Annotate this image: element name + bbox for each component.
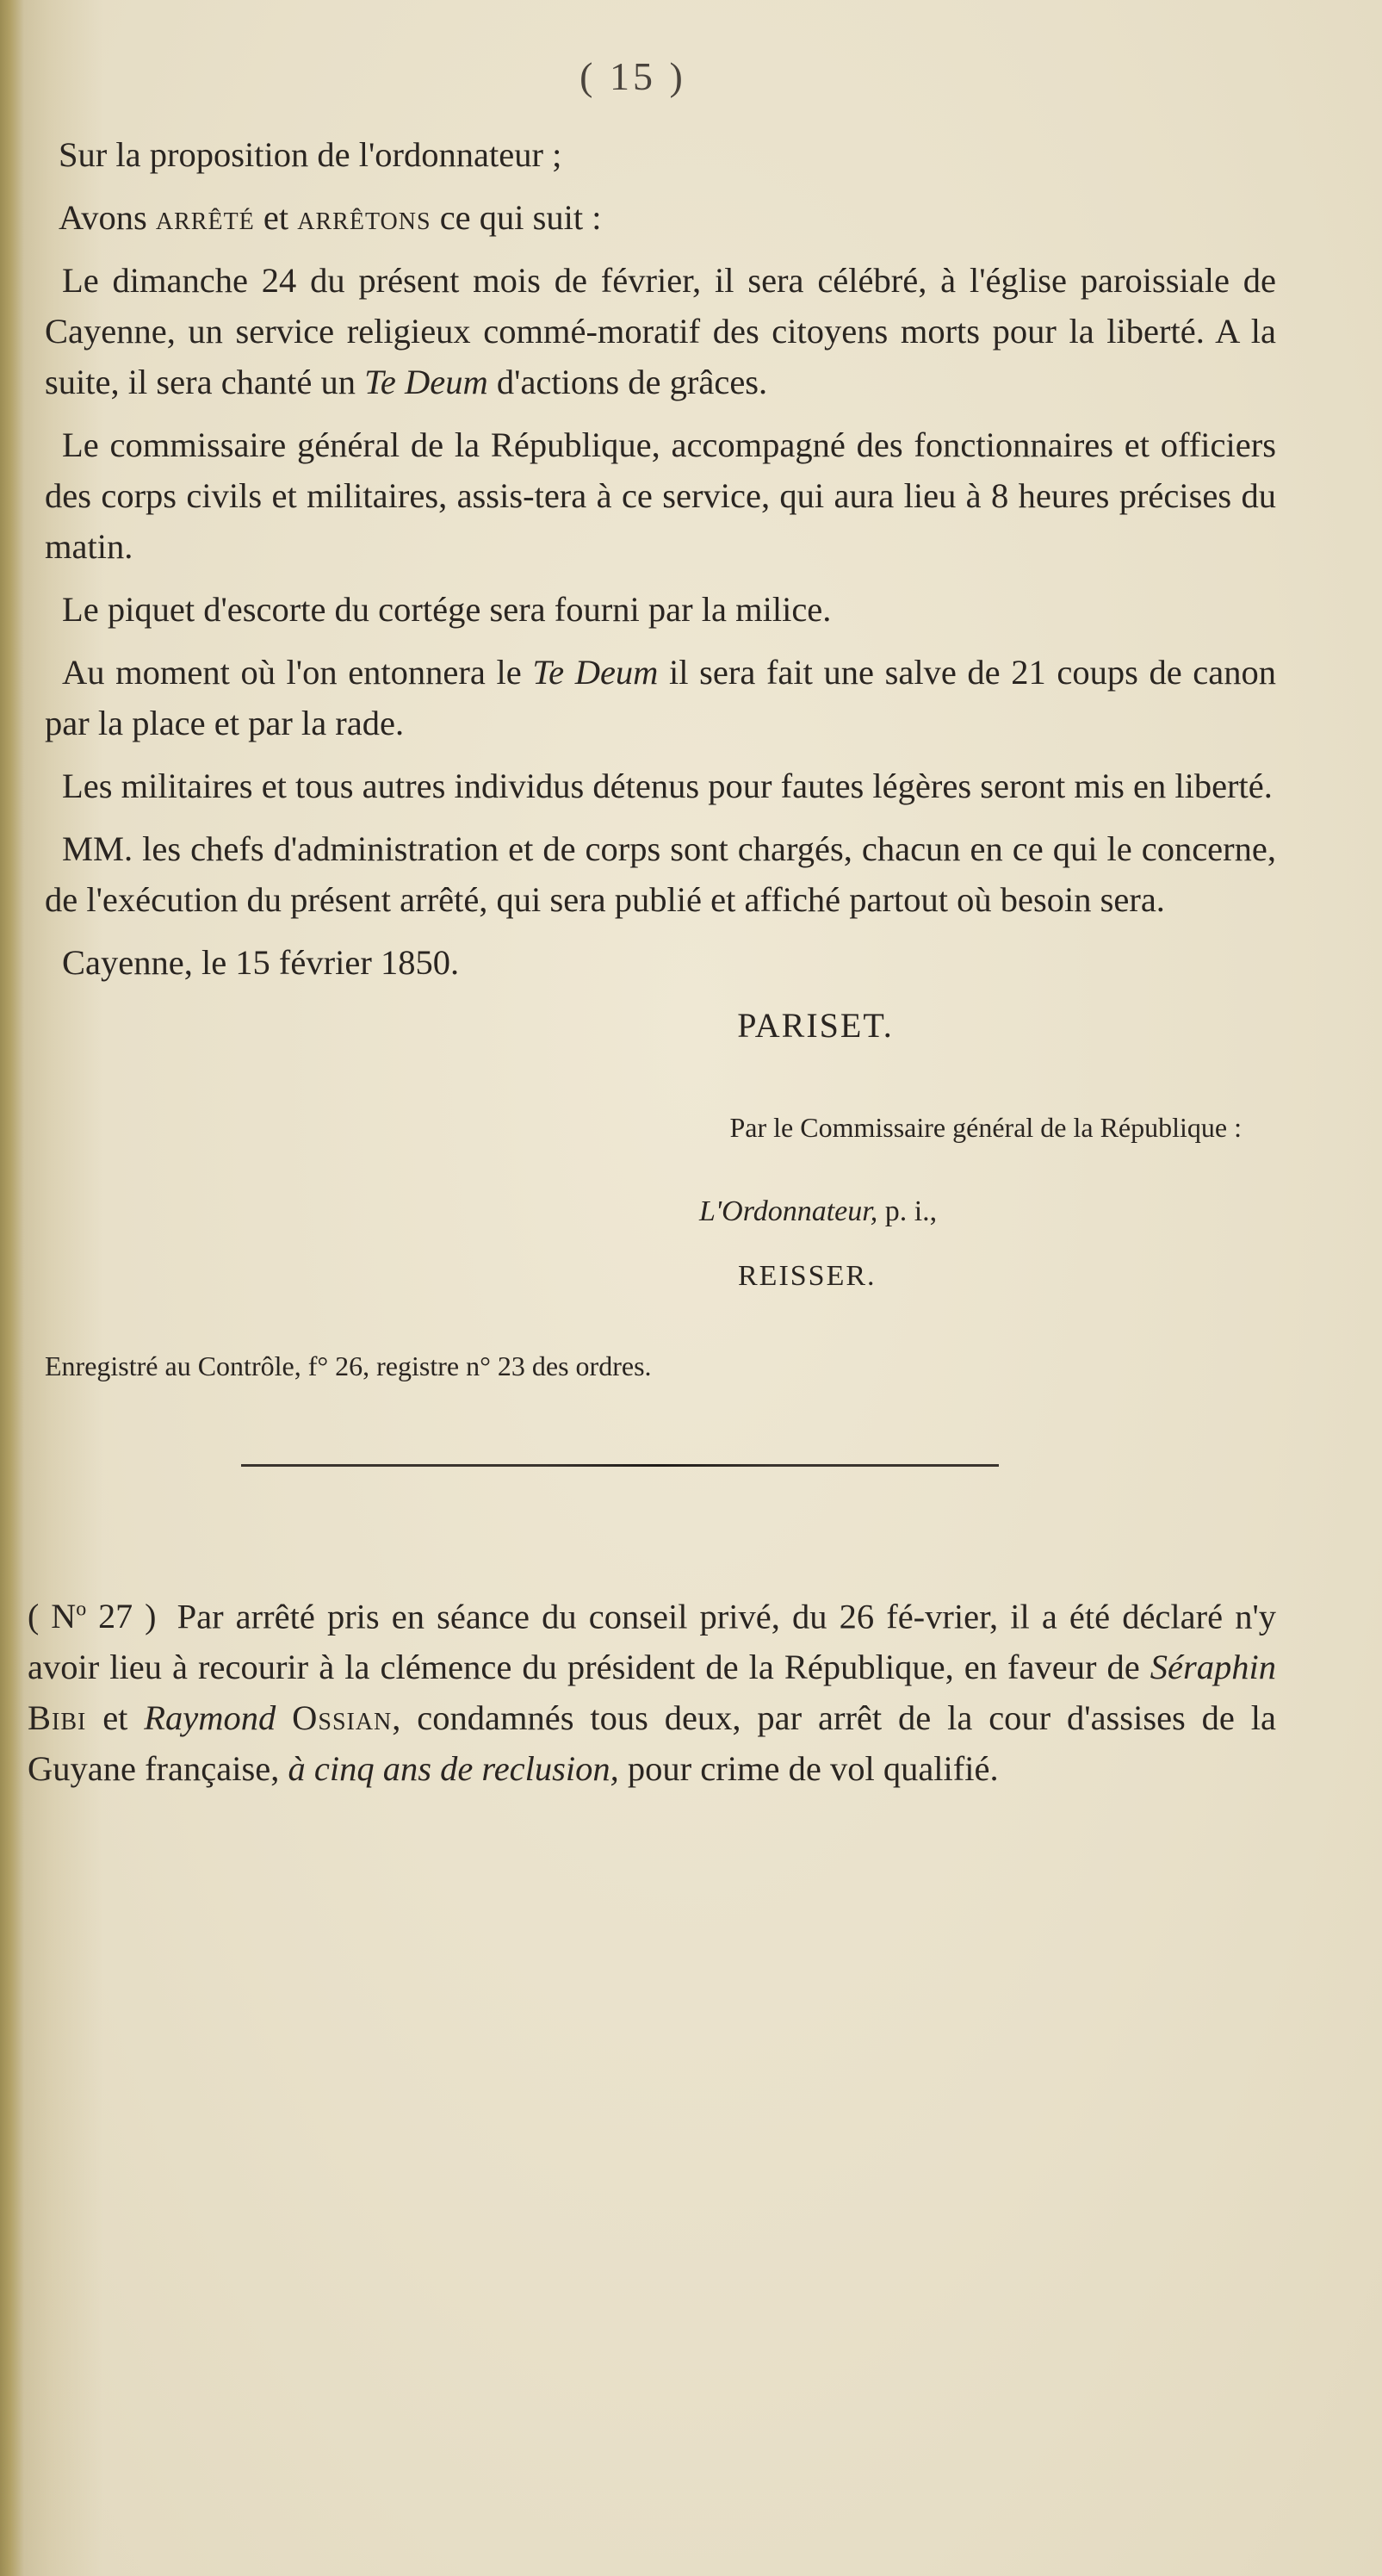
paragraph-proposition bbox=[45, 129, 1276, 180]
signature-par-commissaire: Par le Commissaire général de la République : bbox=[729, 1112, 1242, 1143]
paragraph-service-religieux bbox=[45, 255, 1276, 407]
text-arrete: arrêté bbox=[155, 198, 255, 237]
text-et: et bbox=[263, 198, 289, 237]
text-ce-qui-suit: ce qui suit : bbox=[439, 198, 602, 237]
page-number: ( 15 ) bbox=[579, 54, 686, 98]
decree-number-open: ( N bbox=[28, 1597, 77, 1636]
paragraph-text: Le commissaire général de la République, accompagné des fonctionnaires et officiers des corps civils et militaires, assis-tera à ce service, qui aura lieu à 8 heures précises du matin. bbox=[45, 425, 1276, 566]
decree-number-close: 27 ) bbox=[98, 1597, 157, 1636]
paragraph-text: Le dimanche 24 du présent mois de février, il sera célébré, à l'église paroissiale de Cayenne, un service religieux commé-moratif des citoyens morts pour la liberté. A la suite, il sera chanté un bbox=[45, 261, 1276, 401]
paragraph-text: Les militaires et tous autres individus détenus pour fautes légères seront mis en liberté. bbox=[62, 767, 1273, 805]
decree-text-3: pour crime de vol qualifié. bbox=[627, 1749, 999, 1789]
name-bibi: Bibi bbox=[28, 1698, 87, 1738]
paragraph-date bbox=[45, 937, 1276, 988]
paragraph-avons-arrete bbox=[45, 192, 1276, 243]
document-body bbox=[28, 129, 1277, 1806]
decree-text: Par arrêté pris en séance du conseil privé, du 26 fé-vrier, il a été déclaré n'y avoir lieu à recourir à la clémence du président de la République, en faveur de bbox=[28, 1597, 1277, 1687]
registration-line: Enregistré au Contrôle, f° 26, registre n° 23 des ordres. bbox=[45, 1350, 652, 1381]
date-line: Cayenne, le 15 février 1850. bbox=[62, 943, 460, 982]
text-te-deum: Te Deum bbox=[364, 363, 488, 401]
decree-27 bbox=[28, 1585, 1276, 1794]
paragraph-salve bbox=[45, 647, 1276, 748]
divider-rule bbox=[241, 1464, 999, 1467]
binding-gutter-shadow bbox=[0, 0, 24, 2576]
text-pi: p. i., bbox=[884, 1195, 938, 1227]
decree-number bbox=[28, 1597, 156, 1636]
decree-text-2: , condamnés tous deux, par arrêt de la cour d'assises de la Guyane française, bbox=[28, 1698, 1276, 1789]
signature-reisser: REISSER. bbox=[738, 1260, 877, 1292]
paragraph-text-end: d'actions de grâces. bbox=[496, 363, 768, 401]
text-arretons: arrêtons bbox=[297, 198, 431, 237]
paragraph-text: MM. les chefs d'administration et de corps sont chargés, chacun en ce qui le concerne, de l'exécution du présent arrêté, qui sera publié et affiché partout où besoin sera. bbox=[45, 829, 1276, 919]
paragraph-piquet bbox=[45, 584, 1276, 635]
text-ordonnateur: L'Ordonnateur, bbox=[699, 1195, 878, 1227]
decree-number-sup: o bbox=[76, 1598, 87, 1621]
text-te-deum: Te Deum bbox=[532, 653, 659, 692]
paragraph-text: Sur la proposition de l'ordonnateur ; bbox=[59, 135, 562, 174]
section-divider bbox=[45, 1443, 1276, 1585]
paragraph-text: Le piquet d'escorte du cortége sera fourni par la milice. bbox=[62, 590, 832, 629]
text-and: et bbox=[102, 1698, 128, 1738]
name-raymond: Raymond bbox=[144, 1698, 276, 1738]
signature-pariset: PARISET. bbox=[737, 1006, 894, 1045]
signature-ordonnateur bbox=[699, 1186, 1276, 1237]
sentence-text: à cinq ans de reclusion, bbox=[288, 1749, 619, 1789]
paragraph-text-end: il sera fait une salve de 21 coups de canon par la place et par la rade. bbox=[45, 653, 1276, 742]
paragraph-chefs bbox=[45, 823, 1276, 925]
text-avons: Avons bbox=[59, 198, 147, 237]
paragraph-text: Au moment où l'on entonnera le bbox=[62, 653, 522, 692]
name-seraphin: Séraphin bbox=[1150, 1648, 1276, 1687]
paragraph-militaires bbox=[45, 760, 1276, 811]
name-ossian: Ossian bbox=[292, 1698, 393, 1738]
paragraph-commissaire bbox=[45, 419, 1276, 572]
